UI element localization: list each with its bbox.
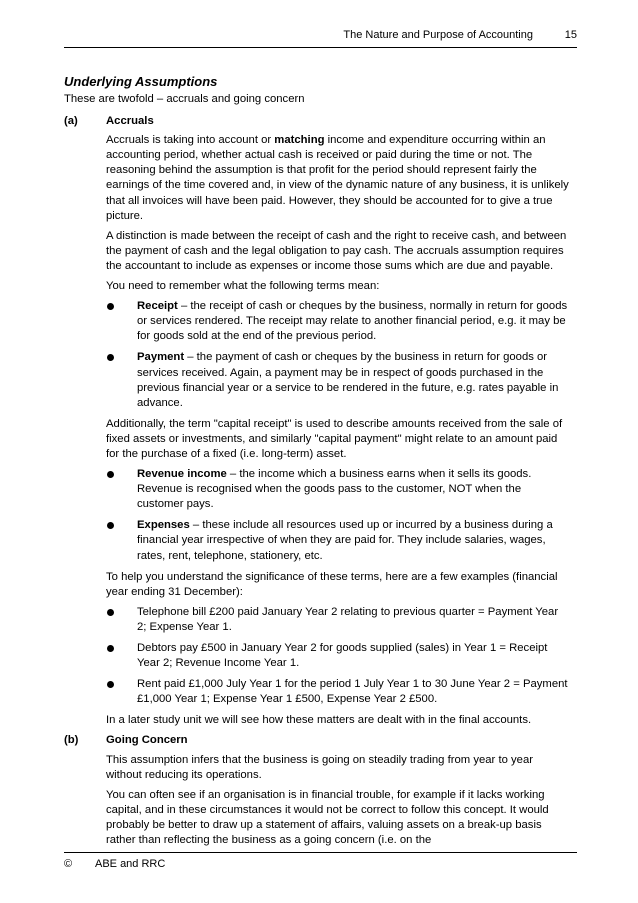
copyright-symbol: © [64,858,73,870]
bullet-icon [107,645,114,652]
paragraph: You can often see if an organisation is in financial trouble, for example if it lacks working capital, and in these circumstances it would not be correct to follow this concept. It would probably be better to draw up a statement of affairs, valuing assets on a break-up basis rather than reflecting the business as a going concern (i.e. on the [106,788,549,847]
bullet-list [106,467,570,564]
copyright-holder: ABE and RRC [95,858,166,870]
intro-text: These are twofold – accruals and going concern [64,93,305,105]
paragraph: In a later study unit we will see how these matters are dealt with in the final accounts. [106,714,532,727]
paragraph: This assumption infers that the business is going on steadily trading from year to year without reducing its operations. [106,753,533,781]
emphasis-term: matching [274,134,325,147]
paragraph: You need to remember what the following terms mean: [106,280,380,293]
running-title: The Nature and Purpose of Accounting [343,29,533,41]
page-content [64,73,570,853]
page-footer [64,852,577,870]
list-item: Payment – the payment of cash or cheques by the business in return for goods or services received. Again, a payment may be in respect of goods purchased in the previous financial year or a service to be rendered in the future, e.g. rates payable in advance. [106,350,570,410]
section-title: Accruals [106,115,154,128]
bullet-icon [107,609,114,616]
page-number: 15 [564,29,577,41]
paragraph: Additionally, the term "capital receipt" is used to describe amounts received from the sale of fixed assets or investments, and similarly "capital payment" might relate to an amount paid for the purchase of a fixed (i.e. long-term) asset. [106,417,563,460]
paragraph: A distinction is made between the receipt of cash and the right to receive cash, and between the payment of cash and the legal obligation to pay cash. The accruals assumption requires the accountant to include as expenses or income those sums which are due and payable. [106,229,567,272]
section-heading: Underlying Assumptions [64,74,218,89]
bullet-icon [107,354,114,361]
list-item: Telephone bill £200 paid January Year 2 relating to previous quarter = Payment Year 2; Expense Year 1. [106,605,570,635]
section-label: (a) [64,115,78,128]
list-item: Expenses – these include all resources used up or incurred by a business during a financial year irrespective of when they are paid for. They include salaries, wages, rates, rent, telephone, stationery, etc. [106,518,570,563]
paragraph: To help you understand the significance of these terms, here are a few examples (financial year ending 31 December): [106,570,558,598]
bullet-icon [107,681,114,688]
bullet-icon [107,303,114,310]
page-header [64,29,577,48]
list-item: Receipt – the receipt of cash or cheques by the business, normally in return for goods or services rendered. The receipt may relate to another financial period, e.g. it may be for goods sold at the end of the previous period. [106,299,570,344]
list-item: Debtors pay £500 in January Year 2 for goods supplied (sales) in Year 1 = Receipt Year 2; Revenue Income Year 1. [106,641,570,671]
section-title: Going Concern [106,734,188,747]
section-going-concern [64,733,570,848]
list-item: Rent paid £1,000 July Year 1 for the period 1 July Year 1 to 30 June Year 2 = Payment £1,000 Year 1; Expense Year 1 £500, Expense Year 2 £500. [106,677,570,707]
section-accruals [64,114,570,728]
paragraph: Accruals is taking into account or matching income and expenditure occurring within an accounting period, whether actual cash is received or paid during the time or not. The reasoning behind the assumption is that profit for the period should represent fairly the earnings of the time covered and, in view of the dynamic nature of any business, it is unlikely that all invoices will have been paid. However, they should be accounted for to give a true picture. [106,134,569,222]
bullet-list [106,299,570,411]
section-label: (b) [64,734,79,747]
bullet-icon [107,471,114,478]
bullet-list [106,605,570,708]
list-item: Revenue income – the income which a business earns when it sells its goods. Revenue is recognised when the goods pass to the customer, NOT when the customer pays. [106,467,570,512]
bullet-icon [107,522,114,529]
